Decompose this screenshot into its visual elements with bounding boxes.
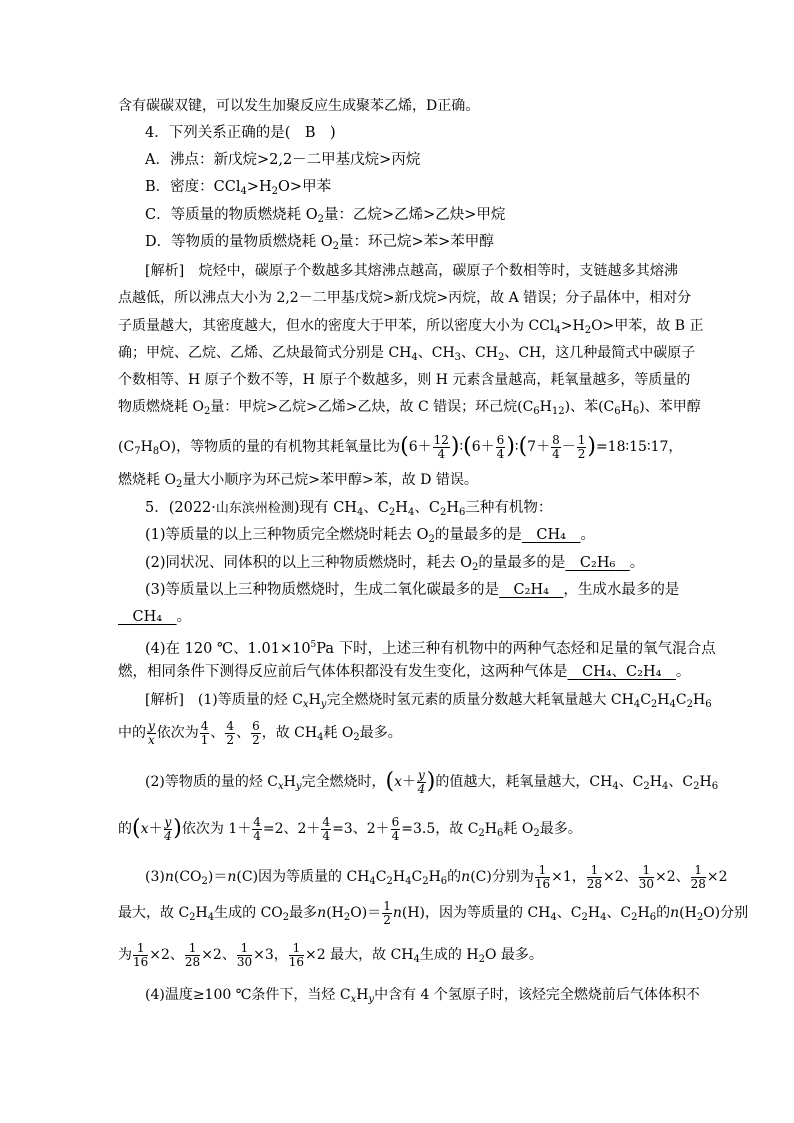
answer-blank: CH₄: [132, 609, 163, 625]
text: 耗 O: [323, 725, 354, 741]
analysis-formula-line: $(C_7H_8O)$，等物质的量的有机物其耗氧量比为(6＋ $\frac{12}{4}$ )∶(6＋ $\frac{6}{4}$ )∶(7＋ $\frac{8}{4}$ － $\frac{1}{2}$ )=18∶15∶17，: [118, 432, 683, 461]
text: C．等质量的物质燃烧耗 O: [145, 207, 318, 223]
text-line: [118, 96, 678, 116]
analysis-line: 物质燃烧耗 $O_2$量：甲烷>乙烷>乙烯>乙炔，故 C 错误；环己烷$(C_6H_{12})$、苯$(C_6H_6)$、苯甲醇: [118, 399, 701, 417]
text: 中的: [118, 725, 146, 741]
text: )、苯甲醇: [639, 399, 701, 415]
text: H: [657, 692, 670, 708]
text: H: [428, 869, 441, 885]
text: 、CH: [417, 345, 455, 361]
text: ，故 CH: [261, 725, 318, 741]
text: H: [620, 399, 633, 415]
text: 、CH，这几种最简式中碳原子: [504, 345, 696, 361]
analysis-formula-line: 中的 $\frac{y}{x}$ 依次为 $\frac{4}{1}$ 、 $\frac{4}{2}$ 、 $\frac{6}{2}$ ，故 $CH_4$耗 $O_2$最多。: [118, 718, 402, 747]
text: 三种有机物：: [465, 500, 553, 516]
analysis-line: [145, 261, 678, 281]
text: C: [375, 869, 387, 885]
text: 量：环己烷>苯>苯甲醇: [339, 234, 494, 250]
text: 、CH: [461, 345, 498, 361]
text: 依次为: [156, 725, 199, 741]
text: 耗 O: [503, 821, 534, 837]
subscript: 4: [240, 186, 247, 197]
text: H: [539, 399, 552, 415]
text: =18∶15∶17，: [595, 439, 683, 455]
subscript: 2: [317, 214, 324, 225]
text: 最多。: [539, 821, 582, 837]
text: 生成的 CO: [214, 905, 283, 921]
text: H: [356, 987, 369, 1003]
text: )＝: [207, 869, 228, 885]
text: 4．下列关系正确的是( B ): [145, 125, 336, 141]
analysis-line: (4)温度≥100 ℃条件下，当烃 $C_xH_y$中含有 4 个氢原子时，该烃完全燃烧前后气体体积不: [145, 987, 700, 1005]
text: H: [392, 869, 406, 885]
option-d: [145, 232, 705, 257]
text: =3、2＋: [332, 821, 390, 837]
text: C: [411, 869, 423, 885]
text: 量大小顺序为环己烷>苯甲醇>苯，故 D 错误。: [182, 472, 478, 488]
analysis-formula-line: 的(x＋ $\frac{y}{4}$ )依次为 1＋ $\frac{4}{4}$ =2、2＋ $\frac{4}{4}$ =3、2＋ $\frac{6}{4}$ =3.5，故 $C_2H_6$耗 $O_2$最多。: [118, 814, 582, 843]
text: O)＝: [350, 905, 382, 921]
question-5-stem: 5．(2022·山东滨州检测)现有 $CH_4$、$C_2H_4$、$C_2H_6$三种有机物：: [145, 500, 553, 518]
text: 最大，故 C: [118, 905, 190, 921]
question-5-4-cont: [118, 662, 691, 682]
text: H: [587, 905, 601, 921]
text: O)，等物质的量的有机物其耗氧量比为: [159, 439, 401, 455]
text: (C)分别为: [470, 869, 534, 885]
question-4-stem: [145, 123, 705, 143]
option-b: [145, 177, 705, 202]
subscript: 2: [271, 186, 279, 197]
question-5-1: (1)等质量的以上三种物质完全燃烧时耗去 $O_2$的量最多的是 CH₄ 。: [145, 527, 595, 545]
text: 最多: [289, 905, 318, 921]
text: 物质燃烧耗 O: [118, 399, 204, 415]
text: 生成的 H: [419, 947, 479, 963]
text: O 最多。: [484, 947, 543, 963]
analysis-line: [118, 370, 691, 390]
text: >H: [246, 179, 272, 195]
text: 确；甲烷、乙烷、乙烯、乙炔最简式分别是 CH: [118, 345, 412, 361]
text: H: [484, 821, 498, 837]
text: O>甲苯: [278, 179, 332, 195]
text: 中含有 4 个氢原子时，该烃完全燃烧前后气体体积不: [374, 987, 700, 1003]
text: (H: [326, 905, 344, 921]
text: 完全燃烧时，: [301, 774, 386, 790]
analysis-formula-line: $(3)n(CO_2)=n(C)$因为等质量的 $CH_4C_2H_4C_2H_6$的n(C)分别为 $\frac{1}{16}$ ×1， $\frac{1}{28}$ ×2、 $\frac{1}{30}$ ×2、 $\frac{1}{28}$ ×2: [145, 862, 728, 891]
text: (3): [145, 869, 165, 885]
text: 、C: [363, 500, 389, 516]
analysis-formula-line: 最大，故 $C_2H_4$生成的 $CO_2$最多$n(H_2O)=$ $\frac{1}{2}$ n(H)，因为等质量的 $CH_4$、$C_2H_4$、$C_2H_6$的$n(H_2O)$分别: [118, 898, 749, 927]
question-5-3: [145, 580, 705, 600]
analysis-line: 确；甲烷、乙烷、乙烯、乙炔最简式分别是 $CH_4$、$CH_3$、$CH_2$、CH，这几种最简式中碳原子: [118, 345, 696, 363]
text: 。: [176, 609, 192, 625]
text: 含有碳碳双键，可以发生加聚反应生成聚苯乙烯，D正确。: [118, 98, 480, 114]
text: (4)在 120 ℃、1.01×10: [145, 641, 311, 657]
text: [解析] (1)等质量的烃 C: [145, 692, 303, 708]
subscript: 2: [332, 241, 339, 252]
text: =3.5，故 C: [401, 821, 479, 837]
analysis-formula-line: (2)等物质的量的烃 $C_xH_y$完全燃烧时，(x＋ $\frac{y}{4}$ )的值越大，耗氧量越大，$CH_4$、$C_2H_4$、$C_2H_6$: [145, 767, 719, 796]
text: 。: [629, 555, 645, 571]
text: B．密度：CCl: [145, 179, 241, 195]
option-c: [145, 205, 705, 230]
text: 子质量越大，其密度越大，但水的密度大于甲苯，所以密度大小为 CCl: [118, 318, 555, 334]
text: 完全燃烧时氢元素的质量分数越大耗氧量越大 CH: [326, 692, 634, 708]
text: H: [140, 439, 153, 455]
text: 燃，相同条件下测得反应前后气体体积都没有发生变化，这两种气体是: [118, 664, 568, 680]
source-tag: 山东滨州检测: [215, 501, 294, 516]
text: (C)因为等质量的 CH: [236, 869, 370, 885]
text: 的量最多的是: [478, 555, 566, 571]
text: (2)同状况、同体积的以上三种物质燃烧时，耗去 O: [145, 555, 473, 571]
text: (1)等质量的以上三种物质完全燃烧时耗去 O: [145, 527, 429, 543]
analysis-line: 燃烧耗 $O_2$量大小顺序为环己烷>苯甲醇>苯，故 D 错误。: [118, 472, 478, 490]
text: 的: [656, 905, 671, 921]
text: 5．(2022·: [145, 500, 216, 516]
analysis-line: 子质量越大，其密度越大，但水的密度大于甲苯，所以密度大小为 $CCl_4>H_2O>$甲苯，故 B 正: [118, 318, 704, 336]
text: H: [692, 692, 706, 708]
text: 、C: [618, 774, 644, 790]
text: ，生成水最多的是: [563, 582, 680, 598]
ratio-expression: (6＋ $\frac{12}{4}$ )∶(6＋ $\frac{6}{4}$ )∶(7＋ $\frac{8}{4}$ － $\frac{1}{2}$ ): [400, 432, 596, 461]
text: 量：甲烷>乙烷>乙烯>乙炔，故 C 错误；环己烷(C: [210, 399, 534, 415]
analysis-line: [118, 288, 692, 308]
text: )现有 CH: [293, 500, 357, 516]
text: 。: [580, 527, 595, 543]
text: [解析] 烷烃中，碳原子个数越多其熔沸点越高，碳原子个数相等时，支链越多其熔沸: [145, 263, 678, 279]
answer-blank: CH₄: [536, 527, 566, 543]
text: =2、2＋: [262, 821, 321, 837]
answer-blank: C₂H₄: [513, 582, 549, 598]
text: C: [640, 692, 651, 708]
text: 个数相等、H 原子个数不等，H 原子个数越多，则 H 元素含量越高，耗氧量越多，等质量的: [118, 372, 691, 388]
text: A．沸点：新戊烷>2,2－二甲基戊烷>丙烷: [145, 152, 421, 168]
text: H: [308, 692, 321, 708]
analysis-formula-line: 为 $\frac{1}{16}$ ×2、 $\frac{1}{28}$ ×2、 $\frac{1}{30}$ ×3， $\frac{1}{16}$ ×2 最大，故 $CH_4$生成的 $H_2O$ 最多。: [118, 940, 543, 969]
text: 量：乙烷>乙烯>乙炔>甲烷: [323, 207, 506, 223]
answer-blank: CH₄、C₂H₄: [582, 664, 662, 680]
text: 、C: [606, 905, 632, 921]
text: 的: [118, 821, 132, 837]
text: H: [446, 500, 459, 516]
text: 最多。: [359, 725, 402, 741]
text: 点越低，所以沸点大小为 2,2－二甲基戊烷>新戊烷>丙烷，故 A 错误；分子晶体中，相对分: [118, 290, 692, 306]
text: O>甲苯，故 B 正: [591, 318, 704, 334]
text: )、苯(C: [564, 399, 615, 415]
text: (C: [118, 439, 135, 455]
text: (H)，因为等质量的 CH: [401, 905, 551, 921]
text: 、C: [556, 905, 582, 921]
text: 。: [675, 664, 691, 680]
text: 、C: [668, 774, 694, 790]
text: (H: [679, 905, 697, 921]
question-5-2: (2)同状况、同体积的以上三种物质燃烧时，耗去 $O_2$的量最多的是 C₂H₆ 。: [145, 555, 645, 573]
text: O)分别: [703, 905, 749, 921]
text: 的量最多的是: [434, 527, 522, 543]
text: 、C: [414, 500, 440, 516]
text: H: [195, 905, 208, 921]
text: 的值越大，耗氧量越大，CH: [435, 774, 613, 790]
answer-blank: C₂H₆: [579, 555, 616, 571]
text: H: [283, 774, 296, 790]
text: C: [675, 692, 687, 708]
analysis-line: [解析] (1)等质量的烃 $C_xH_y$完全燃烧时氢元素的质量分数越大耗氧量越大 $CH_4C_2H_4C_2H_6$: [145, 692, 712, 710]
question-5-4: (4)在 120 ℃、$1.01\times 10^5Pa$ 下时，上述三种有机物中的两种气态烃和足量的氧气混合点: [145, 640, 716, 657]
text: H: [649, 774, 662, 790]
text: 燃烧耗 O: [118, 472, 176, 488]
text: H: [395, 500, 408, 516]
text: 的: [447, 869, 462, 885]
text: 最大，故 CH: [330, 947, 414, 963]
text: (2)等物质的量的烃 C: [145, 774, 278, 790]
text: Pa 下时，上述三种有机物中的两种气态烃和足量的氧气混合点: [316, 641, 716, 657]
question-5-3-cont: [118, 607, 678, 627]
text: H: [637, 905, 650, 921]
text: D．等物质的量物质燃烧耗 O: [145, 234, 333, 250]
option-a: [145, 150, 705, 170]
text: (3)等质量以上三种物质燃烧时，生成二氧化碳最多的是: [145, 582, 500, 598]
text: >H: [560, 318, 585, 334]
text: (4)温度≥100 ℃条件下，当烃 C: [145, 987, 351, 1003]
text: (CO: [173, 869, 202, 885]
text: H: [699, 774, 712, 790]
text: 依次为 1＋: [181, 821, 252, 837]
text: 为: [118, 947, 132, 963]
